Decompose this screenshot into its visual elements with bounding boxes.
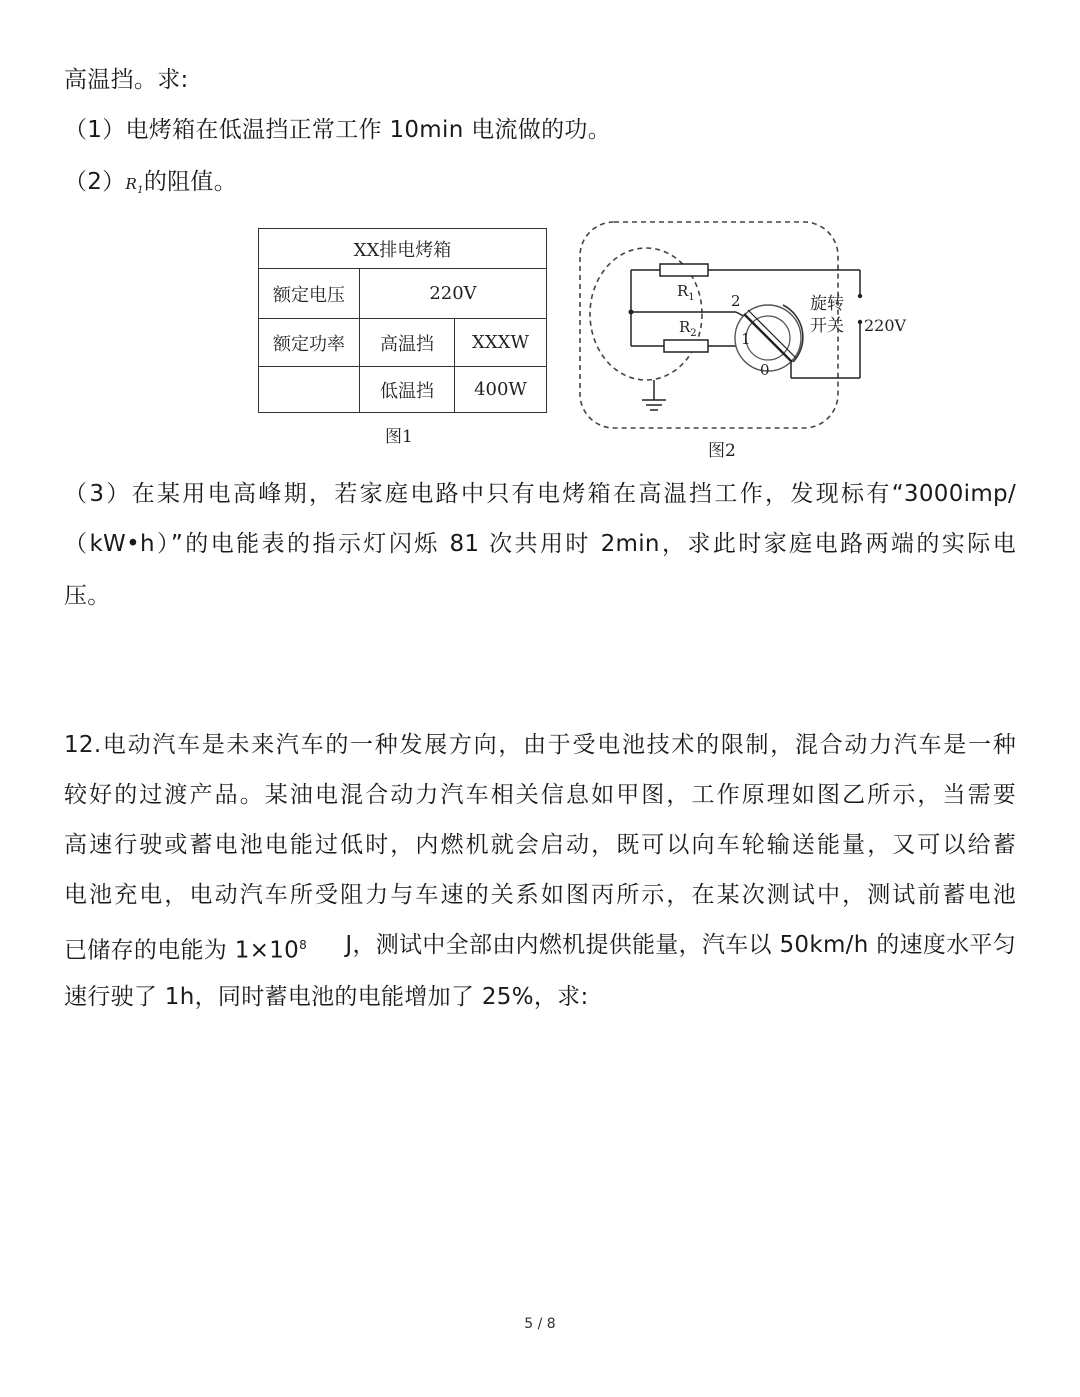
question-2-text: 的阻值。 <box>143 169 238 195</box>
label-r1: $R_1$ <box>677 282 695 303</box>
supply-voltage-label: 220V <box>864 316 907 335</box>
problem-12-line5 <box>64 929 1016 967</box>
problem-12-line4: 电池充电，电动汽车所受阻力与车速的关系如图丙所示，在某次测试中，测试前蓄电池 <box>64 882 1016 908</box>
question-2-number: （2） <box>64 169 126 195</box>
question-3-line3: 压。 <box>64 583 111 609</box>
text-line: 高温挡。求: <box>64 67 189 93</box>
question-3-line1: （3）在某用电高峰期，若家庭电路中只有电烤箱在高温挡工作，发现标有“3000imp/ <box>64 481 1016 507</box>
terminal-top <box>858 294 862 298</box>
switch-label-line2: 开关 <box>810 316 844 336</box>
high-gear-value: XXXW <box>455 319 547 367</box>
figure-1-caption: 图1 <box>385 427 413 447</box>
resistor-r1 <box>660 264 708 276</box>
terminal-bottom <box>858 320 862 324</box>
empty-cell <box>259 367 360 413</box>
rated-voltage-value: 220V <box>360 269 547 319</box>
low-gear-label: 低温挡 <box>360 367 455 413</box>
question-3-line2: （kW•h）”的电能表的指示灯闪烁 81 次共用时 2min，求此时家庭电路两端的实际电 <box>64 531 1016 557</box>
junction-dot <box>629 310 634 315</box>
contact-1-label: 1 <box>741 330 751 348</box>
figure-2-caption: 图2 <box>708 441 736 461</box>
label-r2: $R_2$ <box>679 318 697 339</box>
question-2 <box>64 166 237 207</box>
switch-label-line1: 旋转 <box>810 294 844 314</box>
problem-12-line2: 较好的过渡产品。某油电混合动力汽车相关信息如甲图，工作原理如图乙所示，当需要 <box>64 782 1016 808</box>
problem-12-line1: 12.电动汽车是未来汽车的一种发展方向，由于受电池技术的限制，混合动力汽车是一种 <box>64 732 1016 758</box>
rated-power-label: 额定功率 <box>259 319 360 367</box>
circuit-diagram <box>578 220 907 440</box>
problem-12-line3: 高速行驶或蓄电池电能过低时，内燃机就会启动，既可以向车轮输送能量，又可以给蓄 <box>64 832 1016 858</box>
r1-symbol: $R_1$ <box>125 175 144 196</box>
high-gear-label: 高温挡 <box>360 319 455 367</box>
problem-12-line6: 速行驶了 1h，同时蓄电池的电能增加了 25%，求: <box>64 984 589 1010</box>
oven-boundary <box>580 222 838 428</box>
question-1: （1）电烤箱在低温挡正常工作 10min 电流做的功。 <box>64 117 611 143</box>
energy-stored-text: 已储存的电能为 $1\times 10^8$ <box>64 937 308 964</box>
page-number: 5 / 8 <box>524 1316 556 1332</box>
contact-0-label: 0 <box>760 361 770 379</box>
oven-spec-table <box>258 228 547 413</box>
low-gear-value: 400W <box>455 367 547 413</box>
contact-2-label: 2 <box>731 292 741 310</box>
rated-voltage-label: 额定电压 <box>259 269 360 319</box>
table-title: XX排电烤箱 <box>259 229 547 269</box>
test-description-text: J，测试中全部由内燃机提供能量，汽车以 50km/h 的速度水平匀 <box>345 932 1016 958</box>
resistor-r2 <box>664 340 708 352</box>
